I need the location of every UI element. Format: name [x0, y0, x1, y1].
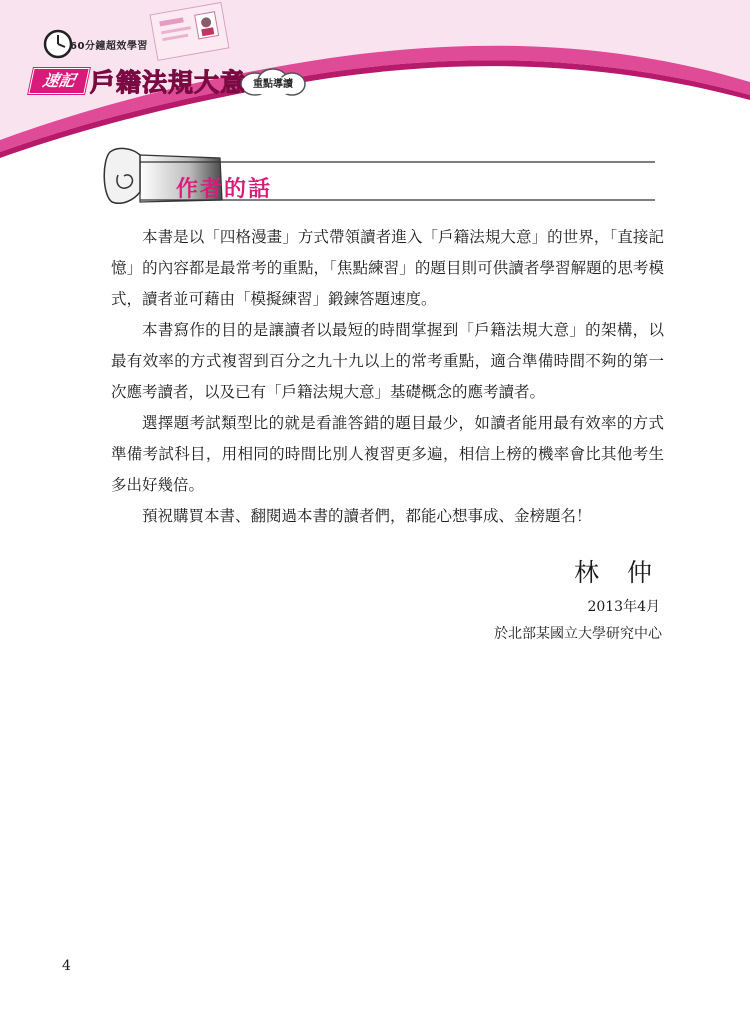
sokki-label: 速記 — [28, 68, 90, 94]
section-title: 作者的話 — [176, 176, 273, 202]
body-text — [111, 222, 664, 532]
paragraph: 本書是以「四格漫畫」方式帶領讀者進入「戶籍法規大意」的世界，「直接記憶」的內容都是最常考的重點，「焦點練習」的題目則可供讀者學習解題的思考模式，讀者並可藉由「模擬練習」鍛鍊答題速度。 — [111, 228, 664, 308]
clock-icon — [45, 31, 71, 57]
paragraph: 選擇題考試類型比的就是看誰答錯的題目最少，如讀者能用最有效率的方式準備考試科目，用相同的時間比別人複習更多遍，相信上榜的機率會比其他考生多出好幾倍。 — [111, 414, 664, 494]
affiliation: 於北部某國立大學研究中心 — [494, 626, 662, 642]
series-tag: 60分鐘超效學習 — [70, 41, 148, 52]
page-number: 4 — [62, 958, 71, 974]
date: 2013年4月 — [587, 599, 660, 615]
paragraph: 預祝購買本書、翻閱過本書的讀者們，都能心想事成、金榜題名！ — [142, 507, 592, 525]
author-signature: 林 仲 — [574, 558, 662, 587]
book-title: 戶籍法規大意 — [90, 68, 247, 97]
paragraph: 本書寫作的目的是讓讀者以最短的時間掌握到「戶籍法規大意」的架構，以最有效率的方式複習到百分之九十九以上的常考重點，適合準備時間不夠的第一次應考讀者，以及已有「戶籍法規大意」基礎概念的應考讀者。 — [111, 321, 664, 401]
badge-label: 重點導讀 — [253, 79, 293, 90]
